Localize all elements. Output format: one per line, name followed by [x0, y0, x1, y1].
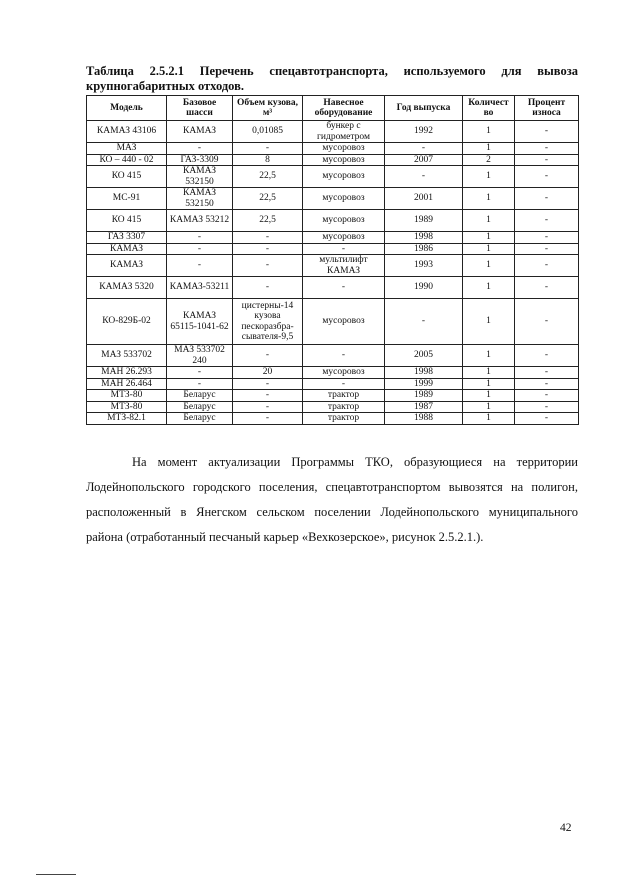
table-row: [87, 277, 579, 299]
table-cell: бункер с гидрометром: [303, 121, 385, 143]
table-cell: -: [515, 255, 579, 277]
table-cell: -: [303, 277, 385, 299]
table-cell: -: [167, 143, 233, 155]
table-cell: КО – 440 - 02: [87, 154, 167, 166]
table-cell: мусоровоз: [303, 232, 385, 244]
table-cell: -: [233, 277, 303, 299]
table-cell: мусоровоз: [303, 367, 385, 379]
table-cell: Беларус: [167, 401, 233, 413]
header-year: Год выпуска: [385, 96, 463, 121]
table-cell: 2005: [385, 345, 463, 367]
table-cell: МТЗ-80: [87, 390, 167, 402]
table-cell: КАМАЗ-53211: [167, 277, 233, 299]
table-cell: 22,5: [233, 188, 303, 210]
table-cell: трактор: [303, 413, 385, 425]
table-cell: 1: [463, 243, 515, 255]
table-cell: КО 415: [87, 166, 167, 188]
table-cell: трактор: [303, 401, 385, 413]
table-cell: -: [167, 255, 233, 277]
table-cell: КАМАЗ: [87, 255, 167, 277]
table-cell: 8: [233, 154, 303, 166]
table-cell: КАМАЗ 532150: [167, 166, 233, 188]
table-row: [87, 154, 579, 166]
table-cell: КАМАЗ 5320: [87, 277, 167, 299]
table-cell: 20: [233, 367, 303, 379]
table-cell: 1: [463, 413, 515, 425]
header-equipment: Навесное оборудование: [303, 96, 385, 121]
table-row: [87, 401, 579, 413]
table-cell: 2001: [385, 188, 463, 210]
table-cell: Беларус: [167, 413, 233, 425]
page-number: 42: [560, 822, 572, 834]
table-cell: -: [233, 401, 303, 413]
table-cell: -: [515, 154, 579, 166]
table-cell: 1999: [385, 378, 463, 390]
table-cell: 1992: [385, 121, 463, 143]
table-cell: -: [303, 378, 385, 390]
table-cell: -: [515, 401, 579, 413]
table-cell: 0,01085: [233, 121, 303, 143]
table-row: [87, 345, 579, 367]
table-cell: 1: [463, 188, 515, 210]
table-cell: -: [515, 243, 579, 255]
table-cell: -: [515, 210, 579, 232]
table-row: [87, 232, 579, 244]
table-caption-continuation: крупногабаритных отходов.: [86, 79, 244, 93]
table-cell: МС-91: [87, 188, 167, 210]
table-row: [87, 188, 579, 210]
table-cell: -: [233, 255, 303, 277]
table-cell: 1987: [385, 401, 463, 413]
table-cell: -: [233, 243, 303, 255]
table-cell: мусоровоз: [303, 210, 385, 232]
table-cell: -: [385, 166, 463, 188]
table-row: [87, 255, 579, 277]
table-cell: -: [233, 413, 303, 425]
header-quantity: Количест во: [463, 96, 515, 121]
header-volume: Объем кузова, м³: [233, 96, 303, 121]
header-model: Модель: [87, 96, 167, 121]
table-cell: 1998: [385, 367, 463, 379]
table-cell: 1986: [385, 243, 463, 255]
table-cell: 1: [463, 255, 515, 277]
table-cell: -: [515, 188, 579, 210]
table-cell: КАМАЗ 65115-1041-62: [167, 299, 233, 345]
table-cell: ГАЗ 3307: [87, 232, 167, 244]
table-row: [87, 378, 579, 390]
table-cell: -: [167, 243, 233, 255]
table-cell: -: [233, 232, 303, 244]
table-cell: КАМАЗ 532150: [167, 188, 233, 210]
table-cell: мусоровоз: [303, 154, 385, 166]
table-cell: 1: [463, 166, 515, 188]
table-cell: -: [515, 345, 579, 367]
table-cell: МАЗ 533702 240: [167, 345, 233, 367]
table-cell: -: [167, 232, 233, 244]
table-cell: 22,5: [233, 210, 303, 232]
table-cell: 1: [463, 232, 515, 244]
table-cell: -: [515, 166, 579, 188]
table-row: [87, 390, 579, 402]
table-cell: МАЗ: [87, 143, 167, 155]
table-row: [87, 243, 579, 255]
table-row: [87, 413, 579, 425]
header-wear: Процент износа: [515, 96, 579, 121]
table-cell: -: [385, 143, 463, 155]
table-row: [87, 299, 579, 345]
header-chassis: Базовое шасси: [167, 96, 233, 121]
table-cell: 1: [463, 390, 515, 402]
table-cell: мусоровоз: [303, 143, 385, 155]
table-cell: -: [515, 413, 579, 425]
table-cell: МАН 26.293: [87, 367, 167, 379]
table-row: [87, 143, 579, 155]
table-cell: МТЗ-80: [87, 401, 167, 413]
table-cell: -: [515, 367, 579, 379]
table-caption: Таблица 2.5.2.1 Перечень спецавтотранспорта, используемого для вывоза: [86, 64, 578, 78]
table-cell: -: [233, 390, 303, 402]
table-cell: 1: [463, 121, 515, 143]
table-cell: МАЗ 533702: [87, 345, 167, 367]
table-cell: трактор: [303, 390, 385, 402]
table-row: [87, 210, 579, 232]
table-cell: 2: [463, 154, 515, 166]
table-cell: 1: [463, 143, 515, 155]
table-cell: -: [233, 143, 303, 155]
table-cell: -: [515, 299, 579, 345]
table-cell: -: [303, 243, 385, 255]
table-cell: -: [515, 121, 579, 143]
table-cell: -: [515, 143, 579, 155]
table-cell: 1: [463, 345, 515, 367]
table-cell: КО 415: [87, 210, 167, 232]
table-cell: 2007: [385, 154, 463, 166]
table-cell: цистерны-14 кузова пескоразбра-сывателя-9,5: [233, 299, 303, 345]
table-cell: МТЗ-82.1: [87, 413, 167, 425]
table-cell: 1988: [385, 413, 463, 425]
table-cell: -: [233, 345, 303, 367]
table-cell: 1: [463, 401, 515, 413]
table-row: [87, 121, 579, 143]
table-cell: ГАЗ-3309: [167, 154, 233, 166]
table-cell: 1: [463, 367, 515, 379]
table-cell: 1989: [385, 390, 463, 402]
table-cell: -: [167, 378, 233, 390]
table-cell: -: [233, 378, 303, 390]
table-cell: КАМАЗ 43106: [87, 121, 167, 143]
table-cell: КАМАЗ 53212: [167, 210, 233, 232]
table-cell: мусоровоз: [303, 299, 385, 345]
table-cell: мультилифт КАМАЗ: [303, 255, 385, 277]
table-cell: 1993: [385, 255, 463, 277]
footer-rule: [36, 874, 76, 875]
table-cell: КО-829Б-02: [87, 299, 167, 345]
table-cell: 1989: [385, 210, 463, 232]
table-cell: 1998: [385, 232, 463, 244]
table-cell: 1990: [385, 277, 463, 299]
table-cell: 22,5: [233, 166, 303, 188]
table-cell: мусоровоз: [303, 166, 385, 188]
table-cell: 1: [463, 210, 515, 232]
table-cell: КАМАЗ: [87, 243, 167, 255]
table-cell: -: [515, 232, 579, 244]
table-row: [87, 367, 579, 379]
table-cell: -: [515, 390, 579, 402]
table-cell: -: [385, 299, 463, 345]
body-paragraph: На момент актуализации Программы ТКО, образующиеся на территории Лодейнопольского городского поселения, спецавтотранспортом вывозятся на полигон, расположенный в Янегском сельском поселении Лодейнопольского муниципального района (отработанный песчаный карьер «Вехкозерское», рисунок 2.5.2.1.).: [86, 455, 578, 544]
table-cell: -: [515, 277, 579, 299]
table-cell: МАН 26.464: [87, 378, 167, 390]
vehicle-table: [86, 95, 579, 425]
table-cell: мусоровоз: [303, 188, 385, 210]
table-cell: -: [303, 345, 385, 367]
table-header-row: [87, 96, 579, 121]
table-cell: 1: [463, 277, 515, 299]
table-row: [87, 166, 579, 188]
table-cell: Беларус: [167, 390, 233, 402]
table-cell: 1: [463, 299, 515, 345]
table-cell: -: [167, 367, 233, 379]
table-cell: КАМАЗ: [167, 121, 233, 143]
table-cell: 1: [463, 378, 515, 390]
table-cell: -: [515, 378, 579, 390]
